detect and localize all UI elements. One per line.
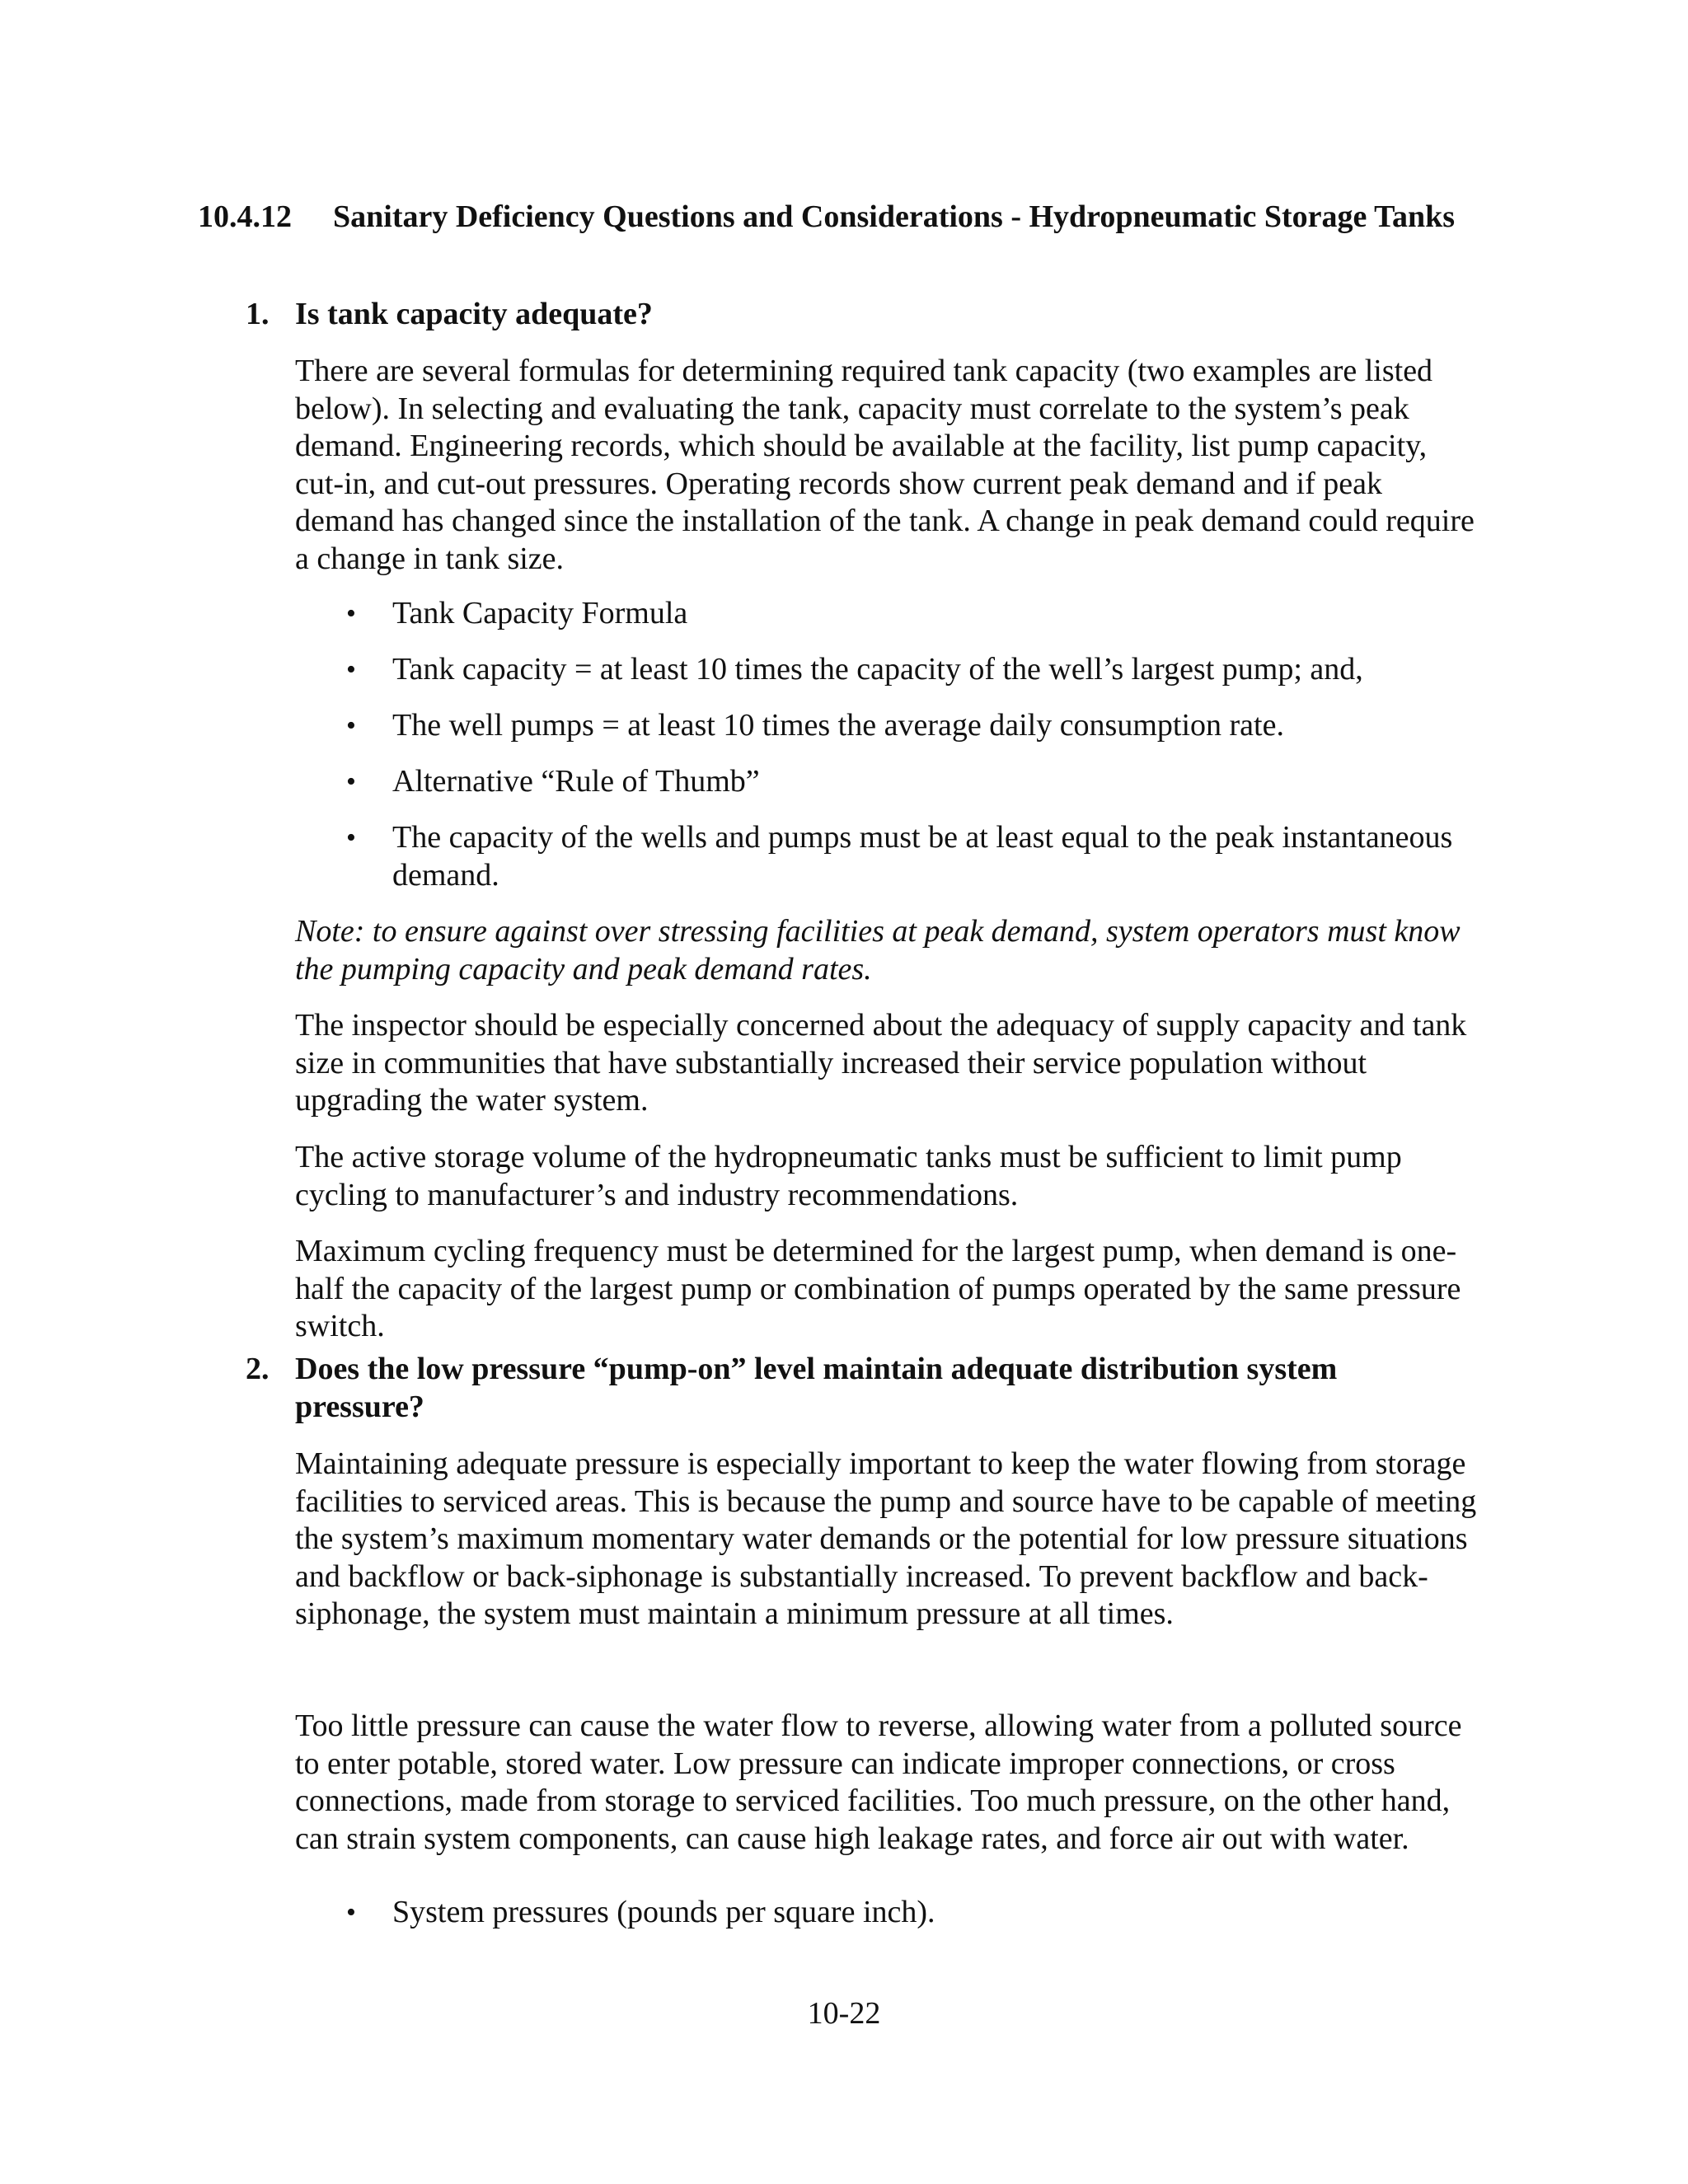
bullet-text: The capacity of the wells and pumps must be at least equal to the peak instantaneous demand. bbox=[392, 820, 1453, 893]
bullet-icon: • bbox=[346, 766, 356, 797]
body-paragraph: Too little pressure can cause the water flow to reverse, allowing water from a polluted source to enter potable, stored water. Low pressure can indicate improper connections, or cross connections, made from storage to serviced facilities. Too much pressure, on the other hand, can strain system components, can cause high leakage rates, and force air out with water. bbox=[295, 1708, 1462, 1856]
body-paragraph: Maximum cycling frequency must be determined for the largest pump, when demand is one-half the capacity of the largest pump or combination of pumps operated by the same pressure switch. bbox=[295, 1234, 1461, 1343]
question-number: 1. bbox=[246, 297, 270, 331]
question-text: Is tank capacity adequate? bbox=[295, 297, 653, 331]
body-paragraph: Maintaining adequate pressure is especially important to keep the water flowing from storage facilities to serviced areas. This is because the pump and source have to be capable of meeting the system’s maximum momentary water demands or the potential for low pressure situations and backflow or back-siphonage is substantially increased. To prevent backflow and back-siphonage, the system must maintain a minimum pressure at all times. bbox=[295, 1446, 1477, 1631]
bullet-text: Alternative “Rule of Thumb” bbox=[392, 764, 760, 799]
body-paragraph: The active storage volume of the hydropneumatic tanks must be sufficient to limit pump cycling to manufacturer’s and industry recommendations. bbox=[295, 1140, 1402, 1212]
question-text: Does the low pressure “pump-on” level maintain adequate distribution system pressure? bbox=[295, 1352, 1338, 1424]
question-number: 2. bbox=[246, 1352, 270, 1386]
bullet-text: System pressures (pounds per square inch). bbox=[392, 1895, 935, 1929]
bullet-icon: • bbox=[346, 654, 356, 685]
bullet-text: Tank capacity = at least 10 times the capacity of the well’s largest pump; and, bbox=[392, 652, 1363, 687]
question-1-intro: There are several formulas for determining required tank capacity (two examples are listed below). In selecting and evaluating the tank, capacity must correlate to the system’s peak demand. Engineering records, which should be available at the facility, list pump capacity, cut-in, and cut-out pressures. Operating records show current peak demand and if peak demand has changed since the installation of the tank. A change in peak demand could require a change in tank size. bbox=[295, 354, 1475, 576]
section-number: 10.4.12 bbox=[198, 199, 292, 234]
bullet-icon: • bbox=[346, 598, 356, 629]
section-title: Sanitary Deficiency Questions and Considerations - Hydropneumatic Storage Tanks bbox=[333, 199, 1456, 234]
note-text: Note: to ensure against over stressing facilities at peak demand, system operators must know the pumping capacity and peak demand rates. bbox=[295, 914, 1461, 987]
bullet-text: Tank Capacity Formula bbox=[392, 596, 688, 630]
bullet-icon: • bbox=[346, 1897, 356, 1928]
bullet-icon: • bbox=[346, 823, 356, 853]
bullet-icon: • bbox=[346, 710, 356, 741]
page-number: 10-22 bbox=[807, 1996, 881, 2031]
bullet-text: The well pumps = at least 10 times the average daily consumption rate. bbox=[392, 708, 1284, 743]
body-paragraph: The inspector should be especially concerned about the adequacy of supply capacity and tank size in communities that have substantially increased their service population without upgrading the water system. bbox=[295, 1008, 1467, 1118]
